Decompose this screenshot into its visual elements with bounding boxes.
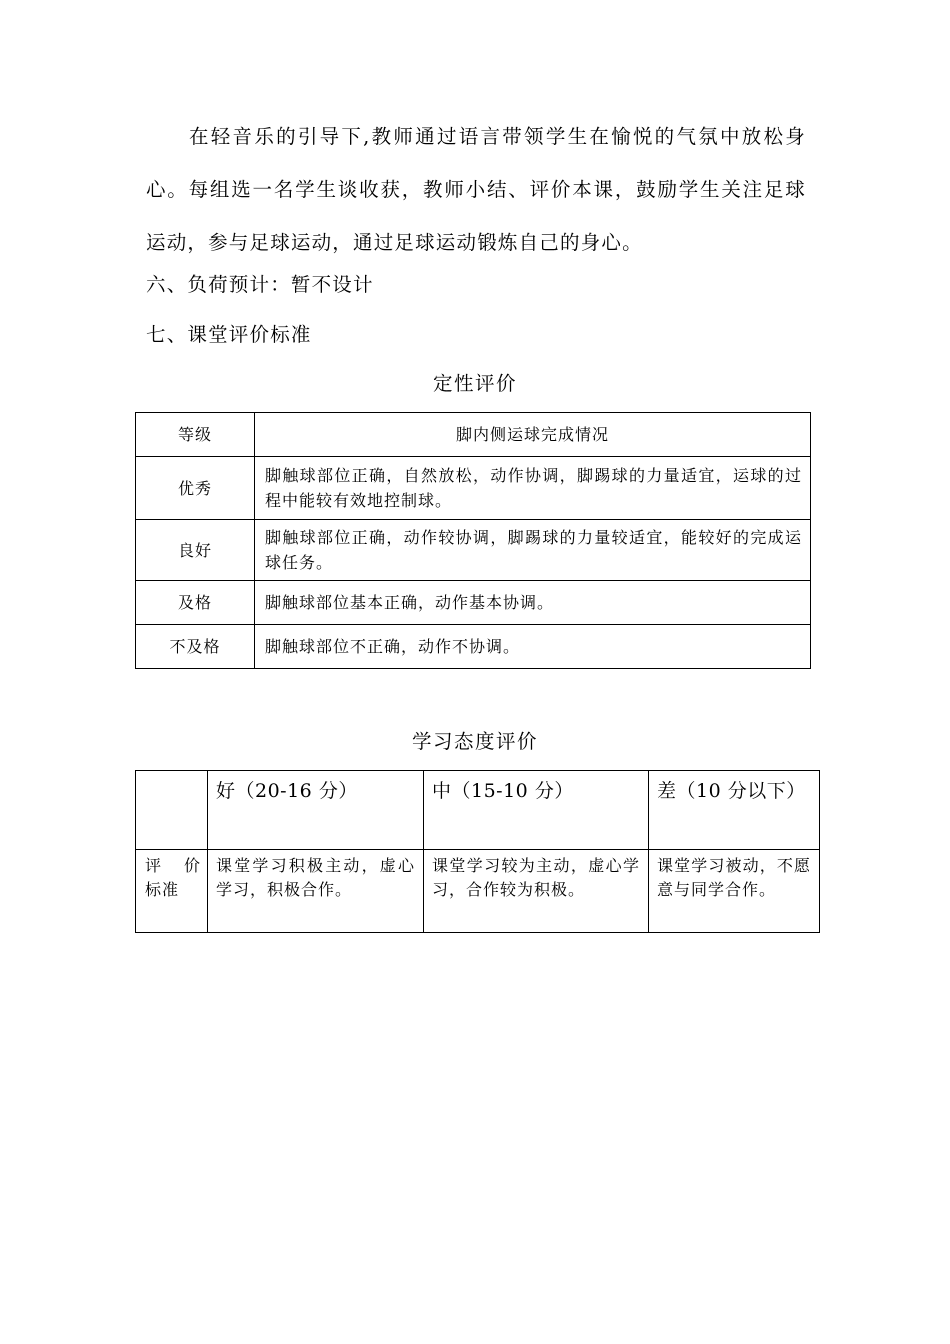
- description-cell: 脚触球部位不正确，动作不协调。: [255, 625, 811, 669]
- table-row: [136, 520, 811, 581]
- table-row: [136, 581, 811, 625]
- table-header-row: [136, 413, 811, 457]
- header-empty: [136, 771, 208, 850]
- poor-criteria-cell: 课堂学习被动，不愿意与同学合作。: [649, 850, 820, 933]
- closing-paragraph: 在轻音乐的引导下,教师通过语言带领学生在愉悦的气氛中放松身心。每组选一名学生谈收获，教师小结、评价本课，鼓励学生关注足球运动，参与足球运动，通过足球运动锻炼自己的身心。: [146, 125, 806, 254]
- description-cell: 脚触球部位正确，动作较协调，脚踢球的力量较适宜，能较好的完成运球任务。: [255, 520, 811, 581]
- criteria-label-char-1: 评: [145, 856, 163, 875]
- section-7-heading: 七、课堂评价标准: [146, 323, 312, 346]
- header-good: 好（20-16 分）: [208, 771, 424, 850]
- qualitative-evaluation-table: [135, 412, 811, 669]
- header-level: 等级: [136, 413, 255, 457]
- header-description: 脚内侧运球完成情况: [255, 413, 811, 457]
- table-row: [136, 850, 820, 933]
- level-cell: 良好: [136, 520, 255, 581]
- table-header-row: [136, 771, 820, 850]
- table-row: [136, 457, 811, 520]
- description-cell: 脚触球部位基本正确，动作基本协调。: [255, 581, 811, 625]
- qualitative-table-title: 定性评价: [432, 372, 517, 395]
- level-cell: 优秀: [136, 457, 255, 520]
- header-medium: 中（15-10 分）: [424, 771, 649, 850]
- header-poor: 差（10 分以下）: [649, 771, 820, 850]
- table-row: [136, 625, 811, 669]
- medium-criteria-cell: 课堂学习较为主动，虚心学习，合作较为积极。: [424, 850, 649, 933]
- description-cell: 脚触球部位正确，自然放松，动作协调，脚踢球的力量适宜，运球的过程中能较有效地控制球。: [255, 457, 811, 520]
- criteria-label-line-2: 标准: [145, 880, 180, 899]
- attitude-evaluation-table: [135, 770, 820, 933]
- level-cell: 不及格: [136, 625, 255, 669]
- level-cell: 及格: [136, 581, 255, 625]
- criteria-label: [136, 850, 208, 933]
- good-criteria-cell: 课堂学习积极主动，虚心学习，积极合作。: [208, 850, 424, 933]
- criteria-label-char-2: 价: [183, 856, 201, 875]
- section-6-heading: 六、负荷预计：暂不设计: [146, 273, 374, 296]
- attitude-table-title: 学习态度评价: [411, 730, 538, 753]
